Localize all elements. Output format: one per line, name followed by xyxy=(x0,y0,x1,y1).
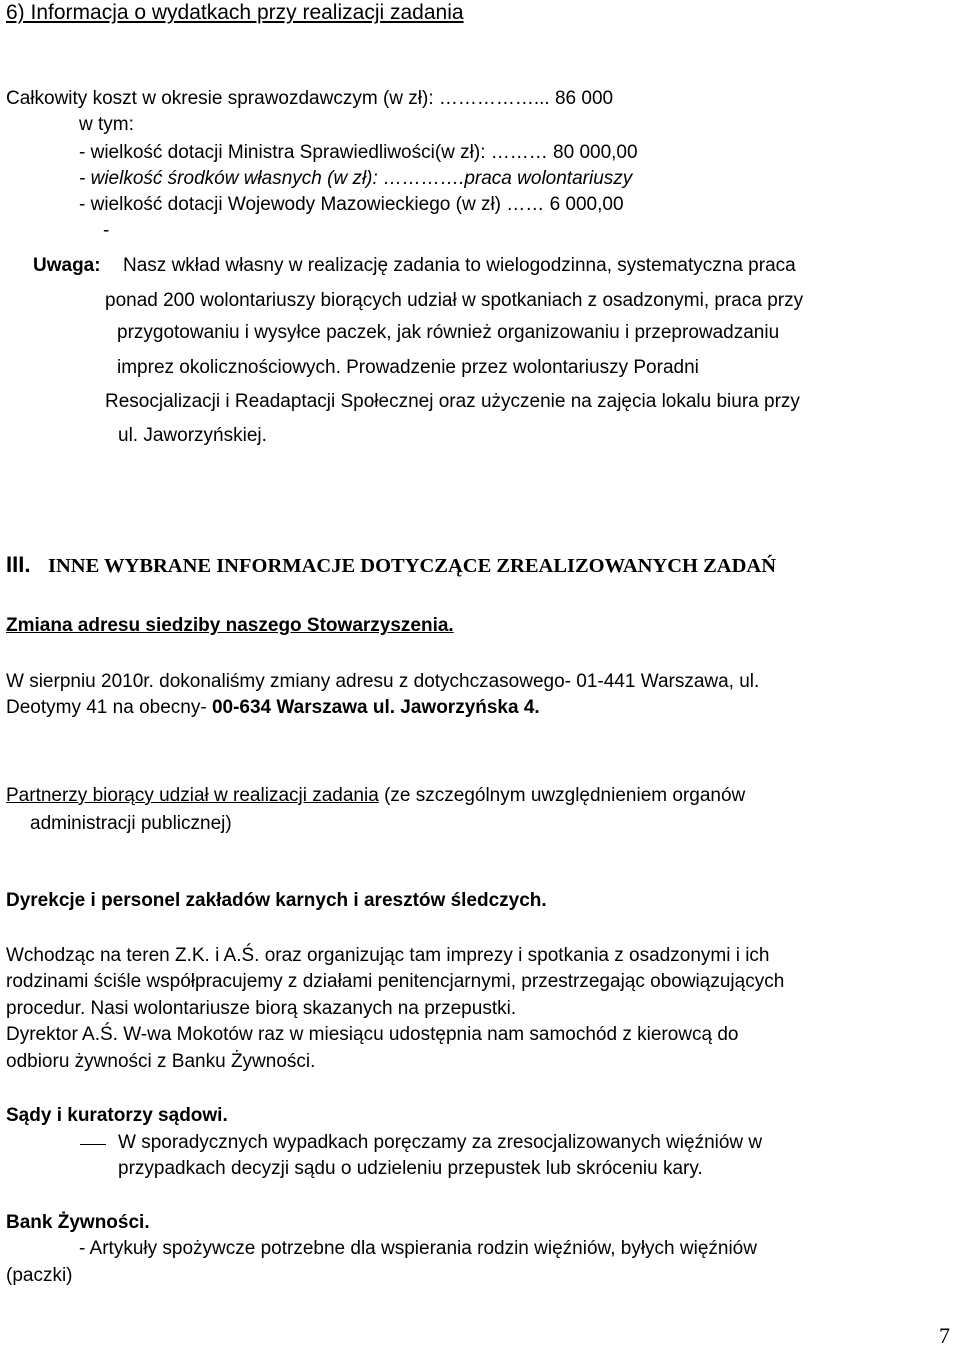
total-cost-line: Całkowity koszt w okresie sprawozdawczym (w zł): ……………... 86 000 xyxy=(6,88,614,109)
partners-rest: (ze szczególnym uwzględnieniem organów xyxy=(378,785,746,806)
prisons-line: odbioru żywności z Banku Żywności. xyxy=(6,1051,316,1072)
prisons-heading: Dyrekcje i personel zakładów karnych i aresztów śledczych. xyxy=(6,890,547,911)
prisons-line: Dyrektor A.Ś. W-wa Mokotów raz w miesiącu udostępnia nam samochód z kierowcą do xyxy=(6,1024,739,1045)
bullet-dash xyxy=(80,1144,106,1145)
partners-line xyxy=(6,784,745,808)
note-line: przygotowaniu i wysyłce paczek, jak również organizowaniu i przeprowadzaniu xyxy=(117,322,780,343)
note-line: ponad 200 wolontariuszy biorących udział w spotkaniach z osadzonymi, praca przy xyxy=(105,290,804,311)
note-line: ul. Jaworzyńskiej. xyxy=(118,425,267,446)
note-line: Resocjalizacji i Readaptacji Społecznej oraz użyczenie na zajęcia lokalu biura przy xyxy=(105,391,800,412)
prisons-line: Wchodząc na teren Z.K. i A.Ś. oraz organizując tam imprezy i spotkania z osadzonymi i ich xyxy=(6,945,770,966)
own-funds-line: - wielkość środków własnych (w zł): ………….praca wolontariuszy xyxy=(79,168,633,189)
partners-line-2: administracji publicznej) xyxy=(30,813,232,834)
section-3-heading: INNE WYBRANE INFORMACJE DOTYCZĄCE ZREALIZOWANYCH ZADAŃ xyxy=(48,555,777,577)
prisons-line: procedur. Nasi wolontariusze biorą skazanych na przepustki. xyxy=(6,998,517,1019)
address-new: 00-634 Warszawa ul. Jaworzyńska 4. xyxy=(211,697,540,718)
foodbank-heading: Bank Żywności. xyxy=(6,1212,150,1233)
partners-heading: Partnerzy biorący udział w realizacji zadania xyxy=(6,785,379,806)
prisons-line: rodzinami ściśle współpracujemy z działami penitencjarnymi, przestrzegając obowiązujących xyxy=(6,971,785,992)
voivode-grant-line: - wielkość dotacji Wojewody Mazowieckiego (w zł) …… 6 000,00 xyxy=(79,194,624,215)
address-line-2 xyxy=(6,696,540,720)
section-3-numeral: III. xyxy=(6,552,31,577)
ministry-grant-line: - wielkość dotacji Ministra Sprawiedliwości(w zł): ……… 80 000,00 xyxy=(79,142,638,163)
dash-line: - xyxy=(103,220,110,241)
courts-heading: Sądy i kuratorzy sądowi. xyxy=(6,1105,228,1126)
foodbank-line: (paczki) xyxy=(6,1265,73,1286)
note-line: imprez okolicznościowych. Prowadzenie przez wolontariuszy Poradni xyxy=(117,357,699,378)
page-number: 7 xyxy=(939,1323,950,1348)
in-that-label: w tym: xyxy=(79,114,134,135)
section-6-heading: 6) Informacja o wydatkach przy realizacji zadania xyxy=(6,1,464,24)
note-label: Uwaga: xyxy=(33,255,101,276)
courts-line: W sporadycznych wypadkach poręczamy za zresocjalizowanych więźniów w xyxy=(118,1132,763,1153)
courts-line: przypadkach decyzji sądu o udzieleniu przepustek lub skróceniu kary. xyxy=(118,1158,703,1179)
address-old: Deotymy 41 na obecny- xyxy=(6,697,212,718)
address-change-heading: Zmiana adresu siedziby naszego Stowarzyszenia. xyxy=(6,615,454,636)
address-line: W sierpniu 2010r. dokonaliśmy zmiany adresu z dotychczasowego- 01-441 Warszawa, ul. xyxy=(6,671,760,692)
foodbank-line: - Artykuły spożywcze potrzebne dla wspierania rodzin więźniów, byłych więźniów xyxy=(79,1238,757,1259)
note-line: Nasz wkład własny w realizację zadania to wielogodzinna, systematyczna praca xyxy=(123,255,796,276)
